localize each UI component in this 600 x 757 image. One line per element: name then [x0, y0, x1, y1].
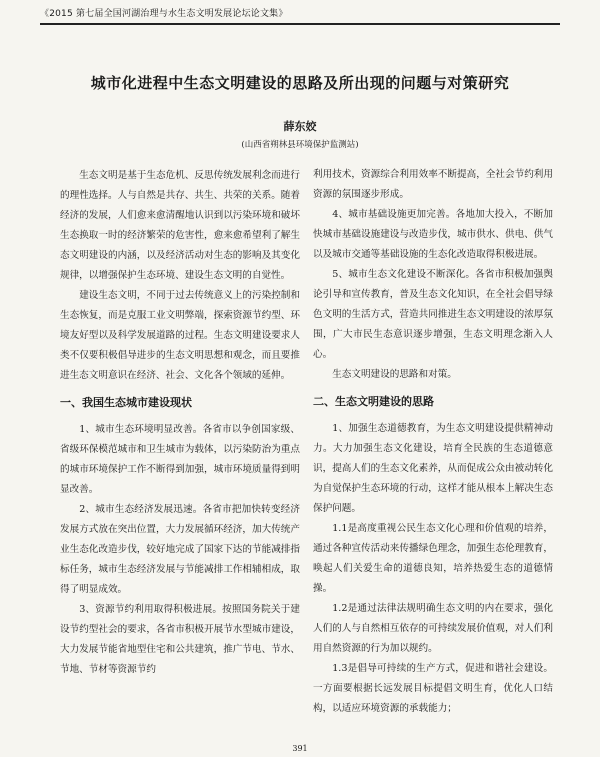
left-column — [60, 166, 300, 680]
paragraph: 1、城市生态环境明显改善。各省市以争创国家级、省级环保模范城市和卫生城市为载体，以污染防治为重点的城市环境保护工作不断得到加强，城市环境质量得到明显改善。 — [60, 424, 300, 495]
paragraph: 生态文明是基于生态危机、反思传统发展利念而进行的理性选择。人与自然是共存、共生、共荣的关系。随着经济的发展，人们愈来愈清醒地认识到以污染环境和破坏生态换取一时的经济繁荣的危害性，愈来愈希望利了解生态文明建设的内涵，以及经济活动对生态的影响及其变化规律，以增强保护生态环境、建设生态文明的自觉性。 — [60, 170, 300, 281]
section-heading: 一、我国生态城市建设现状 — [60, 396, 192, 409]
paper-title: 城市化进程中生态文明建设的思路及所出现的问题与对策研究 — [90, 74, 510, 92]
journal-name: 《2015 第七届全国河湖治理与水生态文明发展论坛论文集》 — [40, 9, 288, 19]
paragraph: 4、城市基础设施更加完善。各地加大投入，不断加快城市基础设施建设与改造步伐，城市供水、供电、供气以及城市交通等基础设施的生态化改造取得积极进展。 — [313, 209, 553, 260]
paragraph: 1、加强生态道德教育，为生态文明建设提供精神动力。大力加强生态文化建设，培育全民族的生态道德意识，提高人们的生态文化素养，从而促成公众由被动转化为自觉保护生态环境的行动，这样才能从根本上解决生态保护问题。 — [313, 423, 553, 514]
running-header — [40, 6, 560, 25]
paragraph: 1.1是高度重视公民生态文化心理和价值观的培养，通过各种宣传活动来传播绿色理念，加强生态伦理教育，唤起人们关爱生命的道德良知，培养热爱生态的道德情操。 — [313, 523, 553, 594]
paragraph: 2、城市生态经济发展迅速。各省市把加快转变经济发展方式放在突出位置，大力发展循环经济，加大传统产业生态化改造步伐，较好地完成了国家下达的节能减排指标任务，城市生态经济发展与节能减排工作相辅相成，取得了明显成效。 — [60, 504, 300, 595]
paragraph: 利用技术，资源综合利用效率不断提高，全社会节约利用资源的氛围逐步形成。 — [313, 169, 553, 200]
author-name: 薛东姣 — [283, 120, 317, 133]
section-heading: 二、生态文明建设的思路 — [313, 395, 434, 408]
paragraph: 3、资源节约利用取得积极进展。按照国务院关于建设节约型社会的要求，各省市积极开展节水型城市建设，大力发展节能省地型住宅和公共建筑，推广节电、节水、节地、节材等资源节约 — [60, 604, 300, 675]
author-affiliation: (山西省朔林县环境保护监测站) — [241, 140, 359, 150]
right-column — [313, 165, 553, 719]
paragraph: 1.2是通过法律法规明确生态文明的内在要求，强化人们的人与自然相互依存的可持续发展价值观，对人们利用自然资源的行为加以规约。 — [313, 603, 553, 654]
page-number: 391 — [292, 744, 308, 753]
paragraph: 建设生态文明，不同于过去传统意义上的污染控制和生态恢复，而是克服工业文明弊端，探索资源节约型、环境友好型以及科学发展道路的过程。生态文明建设要求人类不仅要积极倡导进步的生态文明思想和观念，而且要推进生态文明意识在经济、社会、文化各个领域的延伸。 — [60, 290, 300, 381]
paragraph: 1.3是倡导可持续的生产方式，促进和谐社会建设。一方面要根据长远发展目标提倡文明生育，优化人口结构，以适应环境资源的承载能力； — [313, 663, 553, 714]
paragraph: 5、城市生态文化建设不断深化。各省市积极加强舆论引导和宣传教育，普及生态文化知识，在全社会倡导绿色文明的生活方式，营造共同推进生态文明建设的浓厚氛围，广大市民生态意识逐步增强，生态文明理念渐入人心。 — [313, 269, 553, 360]
paragraph: 生态文明建设的思路和对策。 — [332, 369, 457, 380]
